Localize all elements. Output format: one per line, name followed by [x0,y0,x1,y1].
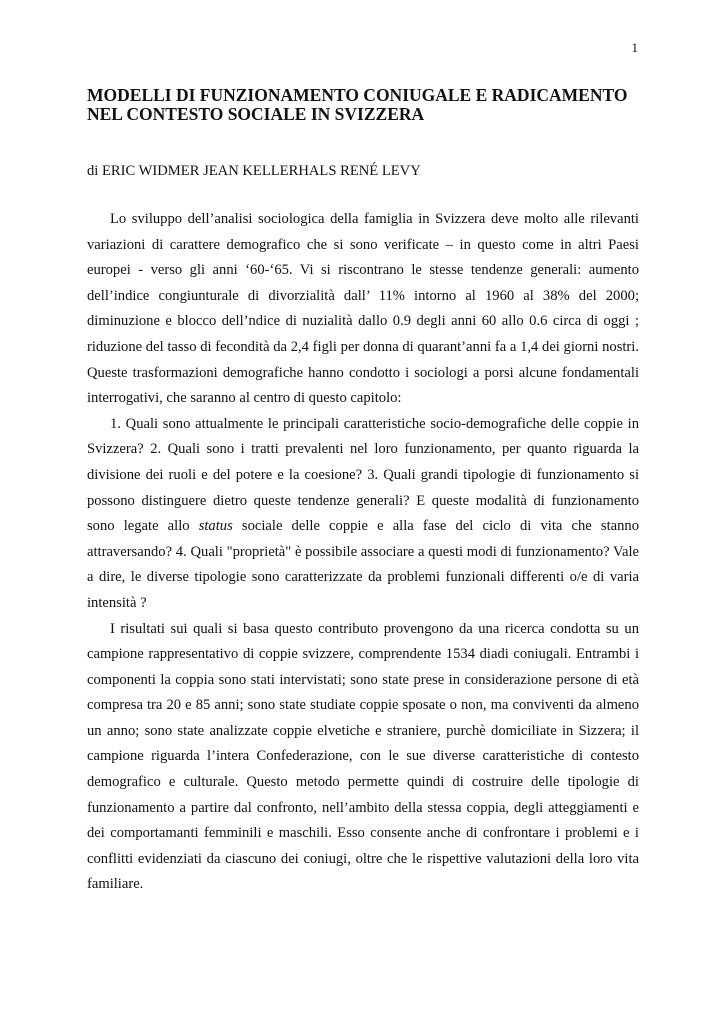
paragraph-1: Lo sviluppo dell’analisi sociologica della famiglia in Svizzera deve molto alle rilevanti variazioni di carattere demografico che si sono verificate – in questo come in altri Paesi europei - verso gli anni ‘60-‘65. Vi si riscontrano le stesse tendenze generali: aumento dell’indice congiunturale di divorzialità dall’ 11% intorno al 1960 al 38% del 2000; diminuzione e blocco dell’ndice di nuzialità dallo 0.9 degli anni 60 allo 0.6 circa di oggi ; riduzione del tasso di fecondità da 2,4 figli per donna di quarant’anni fa a 1,4 dei giorni nostri. Queste trasformazioni demografiche hanno condotto i sociologi a porsi alcune fondamentali interrogativi, che saranno al centro di questo capitolo: [87,211,639,407]
paragraph-2 [87,412,639,617]
italic-term-status: status [198,518,233,535]
page-number: 1 [631,40,638,55]
authors-line: di ERIC WIDMER JEAN KELLERHALS RENÉ LEVY [87,163,421,179]
paragraph-2-text-a: 1. Quali sono attualmente le principali caratteristiche socio-demografiche delle coppie in Svizzera? 2. Quali sono i tratti prevalenti nel loro funzionamento, per quanto riguarda la divisione dei ruoli e del potere e la coesione? 3. Quali grandi tipologie di funzionamento si possono distinguere dietro queste tendenze generali? E queste modalità di funzionamento sono legate allo [87,415,639,535]
document-title [87,86,647,124]
body-text [87,207,639,898]
title-line-1: MODELLI DI FUNZIONAMENTO CONIUGALE E RADICAMENTO [87,85,628,105]
title-line-2: NEL CONTESTO SOCIALE IN SVIZZERA [87,104,425,124]
paragraph-2-text-b: sociale delle coppie e alla fase del ciclo di vita che stanno attraversando? 4. Quali "proprietà" è possibile associare a questi modi di funzionamento? Vale a dire, le diverse tipologie sono caratterizzate da problemi funzionali differenti o/e di varia intensità ? [87,518,639,611]
paragraph-3: I risultati sui quali si basa questo contributo provengono da una ricerca condotta su un campione rappresentativo di coppie svizzere, comprendente 1534 diadi coniugali. Entrambi i componenti la coppia sono stati intervistati; sono state prese in considerazione persone di età compresa tra 20 e 85 anni; sono state studiate coppie sposate o non, ma conviventi da almeno un anno; sono state analizzate coppie elvetiche e straniere, purchè domiciliate in Sizzera; il campione riguarda l’intera Confederazione, con le sue diverse caratteristiche di contesto demografico e culturale. Questo metodo permette quindi di costruire delle tipologie di funzionamento a partire dal confronto, nell’ambito della stessa coppia, degli atteggiamenti e dei comportamanti femminili e maschili. Esso consente anche di confrontare i problemi e i conflitti evidenziati da ciascuno dei coniugi, oltre che le rispettive valutazioni della loro vita familiare. [87,620,639,893]
